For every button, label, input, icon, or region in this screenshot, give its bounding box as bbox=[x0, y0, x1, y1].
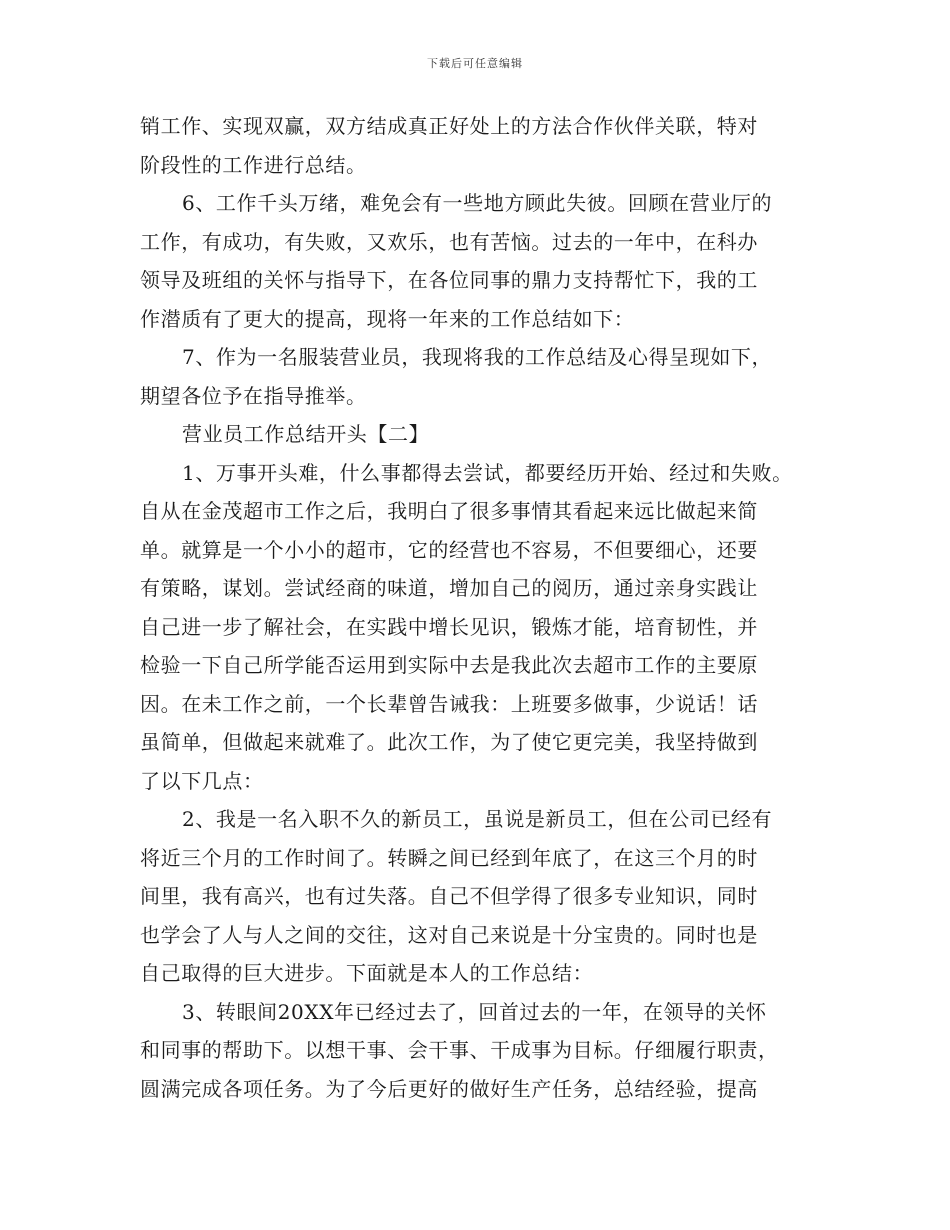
text-line: 圆满完成各项任务。为了今后更好的做好生产任务，总结经验，提高 bbox=[140, 1076, 758, 1101]
text-line: 有策略，谋划。尝试经商的味道，增加自己的阅历，通过亲身实践让 bbox=[140, 576, 758, 600]
text-line: 自己进一步了解社会，在实践中增长见识，锻炼才能，培育韧性，并 bbox=[140, 614, 758, 639]
text-line: 6、工作千头万绪，难免会有一些地方顾此失彼。回顾在营业厅的 bbox=[182, 191, 773, 215]
text-line: 营业员工作总结开头【二】 bbox=[182, 422, 430, 446]
document-body bbox=[140, 107, 820, 1108]
text-line: 领导及班组的关怀与指导下，在各位同事的鼎力支持帮忙下，我的工 bbox=[140, 268, 758, 292]
text-line: 了以下几点： bbox=[140, 768, 264, 793]
text-line: 自己取得的巨大进步。下面就是本人的工作总结： bbox=[140, 961, 594, 985]
text-line: 3、转眼间20XX年已经过去了，回首过去的一年，在领导的关怀 bbox=[182, 999, 767, 1024]
text-line: 2、我是一名入职不久的新员工，虽说是新员工，但在公司已经有 bbox=[182, 807, 773, 831]
text-line: 期望各位予在指导推举。 bbox=[140, 383, 367, 408]
text-line: 工作，有成功，有失败，又欢乐，也有苦恼。过去的一年中，在科办 bbox=[140, 229, 758, 254]
text-line: 检验一下自己所学能否运用到实际中去是我此次去超市工作的主要原 bbox=[140, 653, 758, 677]
page-header-note: 下载后可任意编辑 bbox=[427, 57, 523, 70]
text-line: 和同事的帮助下。以想干事、会干事、干成事为目标。仔细履行职责， bbox=[140, 1038, 779, 1062]
text-line: 自从在金茂超市工作之后，我明白了很多事情其看起来远比做起来简 bbox=[140, 499, 758, 523]
text-line: 销工作、实现双赢，双方结成真正好处上的方法合作伙伴关联，特对 bbox=[140, 114, 758, 138]
text-line: 虽简单，但做起来就难了。此次工作，为了使它更完美，我坚持做到 bbox=[140, 730, 758, 754]
text-line: 1、万事开头难，什么事都得去尝试，都要经历开始、经过和失败。 bbox=[182, 460, 793, 485]
text-line: 阶段性的工作进行总结。 bbox=[140, 152, 367, 177]
text-line: 作潜质有了更大的提高，现将一年来的工作总结如下： bbox=[140, 306, 635, 331]
text-line: 间里，我有高兴，也有过失落。自己不但学得了很多专业知识，同时 bbox=[140, 884, 758, 908]
text-line: 将近三个月的工作时间了。转瞬之间已经到年底了，在这三个月的时 bbox=[140, 845, 758, 870]
text-line: 7、作为一名服装营业员，我现将我的工作总结及心得呈现如下， bbox=[182, 345, 773, 369]
text-line: 因。在未工作之前，一个长辈曾告诫我：上班要多做事，少说话！话 bbox=[140, 691, 758, 716]
text-line: 也学会了人与人之间的交往，这对自己来说是十分宝贵的。同时也是 bbox=[140, 922, 758, 947]
text-line: 单。就算是一个小小的超市，它的经营也不容易，不但要细心，还要 bbox=[140, 537, 758, 562]
